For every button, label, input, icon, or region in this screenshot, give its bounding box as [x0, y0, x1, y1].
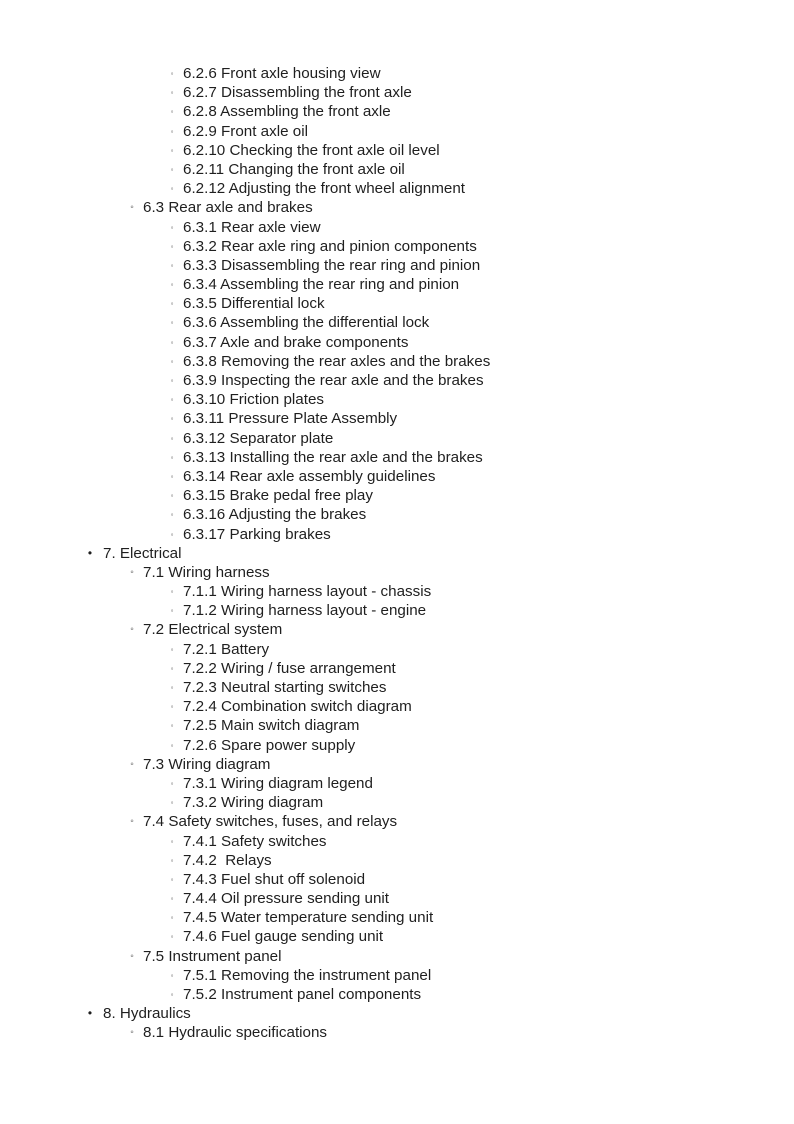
toc-entry-text: 6.3.17 Parking brakes — [183, 525, 331, 543]
circle-bullet-icon: ◦ — [130, 950, 134, 962]
toc-entry-text: 7.2.4 Combination switch diagram — [183, 698, 412, 716]
circle-bullet-icon: ◦ — [170, 414, 174, 424]
circle-bullet-icon: ◦ — [170, 510, 174, 520]
toc-entry-text: 7.5 Instrument panel — [143, 947, 282, 965]
circle-bullet-icon: ◦ — [170, 855, 174, 865]
toc-entry-text: 6.2.9 Front axle oil — [183, 122, 308, 140]
circle-bullet-icon: ◦ — [170, 376, 174, 385]
toc-entry-text: 6.3.2 Rear axle ring and pinion components — [183, 237, 477, 255]
circle-bullet-icon: ◦ — [170, 184, 174, 194]
toc-entry-level-3 — [0, 736, 794, 755]
toc-entry-text: 7.2.5 Main switch diagram — [183, 717, 360, 735]
circle-bullet-icon: ◦ — [170, 452, 174, 462]
toc-entry-text: 6.3.12 Separator plate — [183, 429, 334, 447]
circle-bullet-icon: ◦ — [170, 318, 174, 328]
toc-entry-level-3 — [0, 64, 794, 83]
toc-entry-text: 7.3 Wiring diagram — [143, 755, 271, 773]
toc-entry-text: 7.2.2 Wiring / fuse arrangement — [183, 659, 396, 677]
circle-bullet-icon: ◦ — [130, 566, 134, 578]
toc-entry-level-3 — [0, 409, 794, 428]
circle-bullet-icon: ◦ — [130, 1027, 134, 1039]
toc-entry-level-2 — [0, 563, 794, 582]
toc-entry-level-3 — [0, 582, 794, 601]
toc-entry-level-3 — [0, 966, 794, 985]
toc-entry-level-3 — [0, 467, 794, 486]
circle-bullet-icon: ◦ — [170, 337, 174, 347]
toc-entry-level-2 — [0, 198, 794, 217]
toc-entry-text: 7.2 Electrical system — [143, 621, 283, 639]
toc-entry-level-3 — [0, 102, 794, 121]
toc-entry-level-3 — [0, 640, 794, 659]
circle-bullet-icon: ◦ — [170, 644, 174, 654]
circle-bullet-icon: ◦ — [170, 740, 174, 750]
toc-entry-text: 6.2.6 Front axle housing view — [183, 65, 381, 82]
toc-entry-level-2 — [0, 755, 794, 774]
toc-entry-level-3 — [0, 237, 794, 256]
circle-bullet-icon: ◦ — [170, 69, 174, 78]
toc-entry-level-3 — [0, 486, 794, 505]
toc-entry-level-3 — [0, 448, 794, 467]
toc-entry-level-3 — [0, 256, 794, 275]
toc-entry-level-3 — [0, 716, 794, 735]
toc-entry-level-2 — [0, 620, 794, 639]
circle-bullet-icon: ◦ — [170, 260, 174, 270]
toc-entry-text: 8. Hydraulics — [103, 1005, 191, 1023]
toc-entry-level-3 — [0, 601, 794, 620]
toc-entry-text: 7.3.1 Wiring diagram legend — [183, 774, 373, 792]
circle-bullet-icon: ◦ — [170, 836, 174, 846]
toc-entry-text: 6.3.5 Differential lock — [183, 295, 325, 313]
toc-entry-level-2 — [0, 1023, 794, 1042]
circle-bullet-icon: ◦ — [130, 202, 134, 214]
circle-bullet-icon: ◦ — [170, 126, 174, 136]
circle-bullet-icon: ◦ — [130, 624, 134, 636]
circle-bullet-icon: ◦ — [170, 990, 174, 999]
circle-bullet-icon: ◦ — [170, 721, 174, 731]
toc-entry-text: 6.2.10 Checking the front axle oil level — [183, 141, 440, 159]
toc-entry-level-3 — [0, 352, 794, 371]
toc-entry-level-3 — [0, 141, 794, 160]
toc-entry-text: 6.3.6 Assembling the differential lock — [183, 314, 430, 332]
circle-bullet-icon: ◦ — [130, 758, 134, 770]
circle-bullet-icon: ◦ — [170, 663, 174, 673]
circle-bullet-icon: ◦ — [170, 913, 174, 923]
toc-entry-level-3 — [0, 697, 794, 716]
toc-entry-text: 6.3.11 Pressure Plate Assembly — [183, 410, 398, 428]
toc-entry-text: 7.4.3 Fuel shut off solenoid — [183, 870, 366, 888]
table-of-contents — [0, 64, 794, 1043]
toc-entry-level-3 — [0, 659, 794, 678]
toc-entry-level-3 — [0, 160, 794, 179]
circle-bullet-icon: ◦ — [170, 88, 174, 98]
toc-entry-text: 7.4.4 Oil pressure sending unit — [183, 890, 389, 908]
bullet-icon: • — [87, 1006, 93, 1021]
toc-entry-text: 6.3.10 Friction plates — [183, 391, 324, 409]
toc-entry-text: 6.3.15 Brake pedal free play — [183, 487, 373, 505]
toc-entry-level-1 — [0, 544, 794, 563]
toc-entry-level-3 — [0, 429, 794, 448]
toc-entry-level-3 — [0, 179, 794, 198]
circle-bullet-icon: ◦ — [170, 433, 174, 443]
circle-bullet-icon: ◦ — [170, 164, 174, 174]
toc-entry-text: 7.1.1 Wiring harness layout - chassis — [183, 583, 432, 601]
toc-entry-level-3 — [0, 83, 794, 102]
toc-entry-text: 6.3.8 Removing the rear axles and the brakes — [183, 352, 491, 370]
toc-entry-level-3 — [0, 333, 794, 352]
toc-entry-level-3 — [0, 390, 794, 409]
toc-entry-text: 6.3.1 Rear axle view — [183, 218, 321, 236]
circle-bullet-icon: ◦ — [170, 970, 174, 980]
toc-entry-text: 6.2.12 Adjusting the front wheel alignment — [183, 180, 465, 198]
toc-entry-text: 7.4.6 Fuel gauge sending unit — [183, 928, 384, 946]
toc-entry-level-3 — [0, 793, 794, 812]
toc-entry-text: 6.2.7 Disassembling the front axle — [183, 84, 412, 102]
toc-entry-level-1 — [0, 1004, 794, 1023]
toc-entry-text: 6.3 Rear axle and brakes — [143, 199, 313, 217]
toc-entry-text: 7.2.6 Spare power supply — [183, 736, 356, 754]
toc-entry-text: 6.3.3 Disassembling the rear ring and pinion — [183, 256, 481, 274]
toc-entry-text: 7.2.1 Battery — [183, 640, 270, 658]
circle-bullet-icon: ◦ — [170, 491, 174, 501]
circle-bullet-icon: ◦ — [170, 145, 174, 155]
toc-entry-text: 6.2.11 Changing the front axle oil — [183, 160, 405, 178]
toc-entry-level-3 — [0, 908, 794, 927]
circle-bullet-icon: ◦ — [170, 587, 174, 597]
toc-entry-text: 7.5.2 Instrument panel components — [183, 986, 422, 1003]
circle-bullet-icon: ◦ — [170, 606, 174, 616]
toc-entry-level-3 — [0, 889, 794, 908]
toc-entry-text: 6.3.4 Assembling the rear ring and pinion — [183, 276, 460, 294]
toc-entry-level-3 — [0, 851, 794, 870]
circle-bullet-icon: ◦ — [130, 816, 134, 828]
toc-entry-level-3 — [0, 525, 794, 544]
circle-bullet-icon: ◦ — [170, 932, 174, 942]
toc-entry-text: 7.3.2 Wiring diagram — [183, 794, 324, 812]
toc-entry-level-3 — [0, 505, 794, 524]
toc-entry-level-2 — [0, 812, 794, 831]
toc-entry-text: 6.2.8 Assembling the front axle — [183, 103, 391, 121]
circle-bullet-icon: ◦ — [170, 529, 174, 539]
toc-entry-level-3 — [0, 122, 794, 141]
circle-bullet-icon: ◦ — [170, 798, 174, 808]
toc-entry-text: 7.1.2 Wiring harness layout - engine — [183, 602, 427, 620]
toc-entry-text: 6.3.16 Adjusting the brakes — [183, 506, 367, 524]
circle-bullet-icon: ◦ — [170, 356, 174, 366]
circle-bullet-icon: ◦ — [170, 894, 174, 904]
toc-entry-text: 7.4.5 Water temperature sending unit — [183, 909, 434, 927]
toc-entry-text: 6.3.14 Rear axle assembly guidelines — [183, 467, 436, 485]
circle-bullet-icon: ◦ — [170, 471, 174, 481]
toc-entry-level-3 — [0, 927, 794, 946]
toc-entry-text: 7.4.1 Safety switches — [183, 832, 327, 850]
circle-bullet-icon: ◦ — [170, 683, 174, 692]
circle-bullet-icon: ◦ — [170, 702, 174, 712]
toc-entry-text: 7.2.3 Neutral starting switches — [183, 679, 387, 696]
toc-entry-level-3 — [0, 275, 794, 294]
circle-bullet-icon: ◦ — [170, 280, 174, 290]
bullet-icon: • — [87, 545, 93, 560]
toc-entry-text: 8.1 Hydraulic specifications — [143, 1024, 328, 1042]
toc-entry-level-3 — [0, 218, 794, 237]
circle-bullet-icon: ◦ — [170, 778, 174, 788]
toc-entry-level-3 — [0, 832, 794, 851]
toc-entry-level-2 — [0, 947, 794, 966]
toc-entry-level-3 — [0, 313, 794, 332]
toc-entry-level-3 — [0, 985, 794, 1004]
toc-entry-level-3 — [0, 371, 794, 390]
circle-bullet-icon: ◦ — [170, 395, 174, 405]
toc-entry-text: 6.3.9 Inspecting the rear axle and the brakes — [183, 372, 484, 389]
toc-entry-text: 7.5.1 Removing the instrument panel — [183, 966, 432, 984]
toc-entry-level-3 — [0, 678, 794, 697]
circle-bullet-icon: ◦ — [170, 874, 174, 884]
toc-entry-text: 7. Electrical — [103, 544, 182, 562]
toc-entry-text: 7.4.2 Relays — [183, 851, 272, 869]
circle-bullet-icon: ◦ — [170, 107, 174, 117]
toc-entry-text: 6.3.13 Installing the rear axle and the brakes — [183, 448, 483, 466]
toc-entry-text: 6.3.7 Axle and brake components — [183, 333, 409, 351]
toc-entry-level-3 — [0, 870, 794, 889]
toc-entry-level-3 — [0, 294, 794, 313]
circle-bullet-icon: ◦ — [170, 299, 174, 309]
toc-entry-text: 7.1 Wiring harness — [143, 563, 270, 581]
circle-bullet-icon: ◦ — [170, 222, 174, 232]
toc-entry-level-3 — [0, 774, 794, 793]
toc-entry-text: 7.4 Safety switches, fuses, and relays — [143, 813, 398, 831]
circle-bullet-icon: ◦ — [170, 241, 174, 251]
